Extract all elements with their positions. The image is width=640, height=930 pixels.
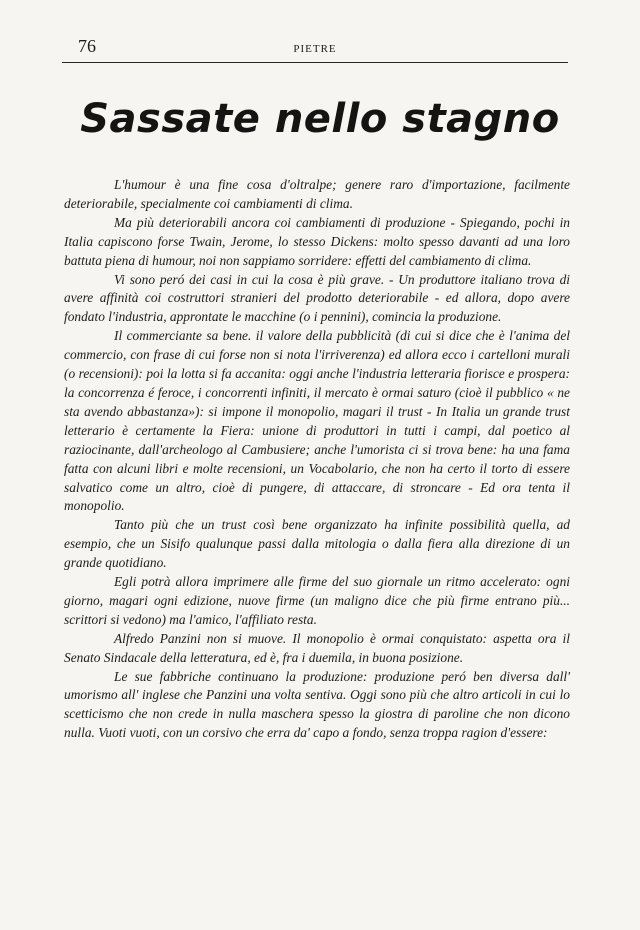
paragraph: Egli potrà allora imprimere alle firme del suo giornale un ritmo accelerato: ogni giorno, magari ogni edizione, nuove firme (un maligno dice che più firme entrano più... scrittori si vedono) ma l'amico, l'affiliato resta. bbox=[64, 574, 570, 627]
article-title: Sassate nello stagno bbox=[80, 96, 560, 142]
paragraph: Le sue fabbriche continuano la produzione: produzione peró ben diversa dall' umorismo all' inglese che Panzini una volta sentiva. Oggi sono più che altro articoli in cui lo scetticismo che non crede in nulla maschera spesso la giostra di paroline che non dicono nulla. Vuoti vuoti, con un corsivo che erra da' capo a fondo, senza troppa ragion d'essere: bbox=[64, 668, 570, 741]
paragraph: Alfredo Panzini non si muove. Il monopolio è ormai conquistato: aspetta ora il Senato Sindacale della letteratura, ed è, fra i duemila, in buona posizione. bbox=[64, 630, 570, 665]
article-body bbox=[64, 176, 570, 743]
paragraph: Ma più deteriorabili ancora coi cambiamenti di produzione - Spiegando, pochi in Italia capiscono forse Twain, Jerome, lo stesso Dickens: molto spesso davanti ad una loro battuta piena di humour, noi non sappiamo sorridere: effetti del cambiamento di clima. bbox=[64, 214, 570, 268]
page-header bbox=[62, 34, 568, 63]
page-number: 76 bbox=[78, 36, 96, 56]
paragraph: Tanto più che un trust così bene organizzato ha infinite possibilità quella, ad esempio, che un Sisifo qualunque passi dalla mitologia o dalla fiera alla direzione di un grande quotidiano. bbox=[64, 517, 570, 571]
paragraph: Vi sono peró dei casi in cui la cosa è più grave. - Un produttore italiano trova di avere affinità coi costruttori stranieri del prodotto deteriorabile - ed allora, dopo avere fondato l'industria, approntate le macchine (o i pennini), comincia la produzione. bbox=[64, 271, 570, 325]
paragraph: L'humour è una fine cosa d'oltralpe; genere raro d'importazione, facilmente deteriorabile, specialmente coi cambiamenti di clima. bbox=[64, 177, 570, 211]
running-head: PIETRE bbox=[293, 43, 337, 55]
paragraph: Il commerciante sa bene. il valore della pubblicità (di cui si dice che è l'anima del commercio, con frase di cui forse non si nota l'irriverenza) ed allora ecco i cartelloni murali (o recensioni): poi la lotta si fa accanita: oggi anche l'industria letteraria fiorisce e prospera: la concorrenza é feroce, i concorrenti infiniti, il mercato è ormai saturo (cioè il pubblico « ne sta avendo abbastanza»): si impone il monopolio, magari il trust - In Italia un grande trust letterario è certamente la Fiera: unione di produttori in tutti i campi, dal poetico al raziocinante, dall'archeologo al Cambusiere; anche l'umorista ci si trova bene: ha una fama fatta con alcuni libri e molte recensioni, un Vocabolario, che non ha certo il torto di essere salvatico come un altro, cioè di pungere, di attaccare, di stroncare - Ed ora tenta il monopolio. bbox=[64, 328, 570, 514]
